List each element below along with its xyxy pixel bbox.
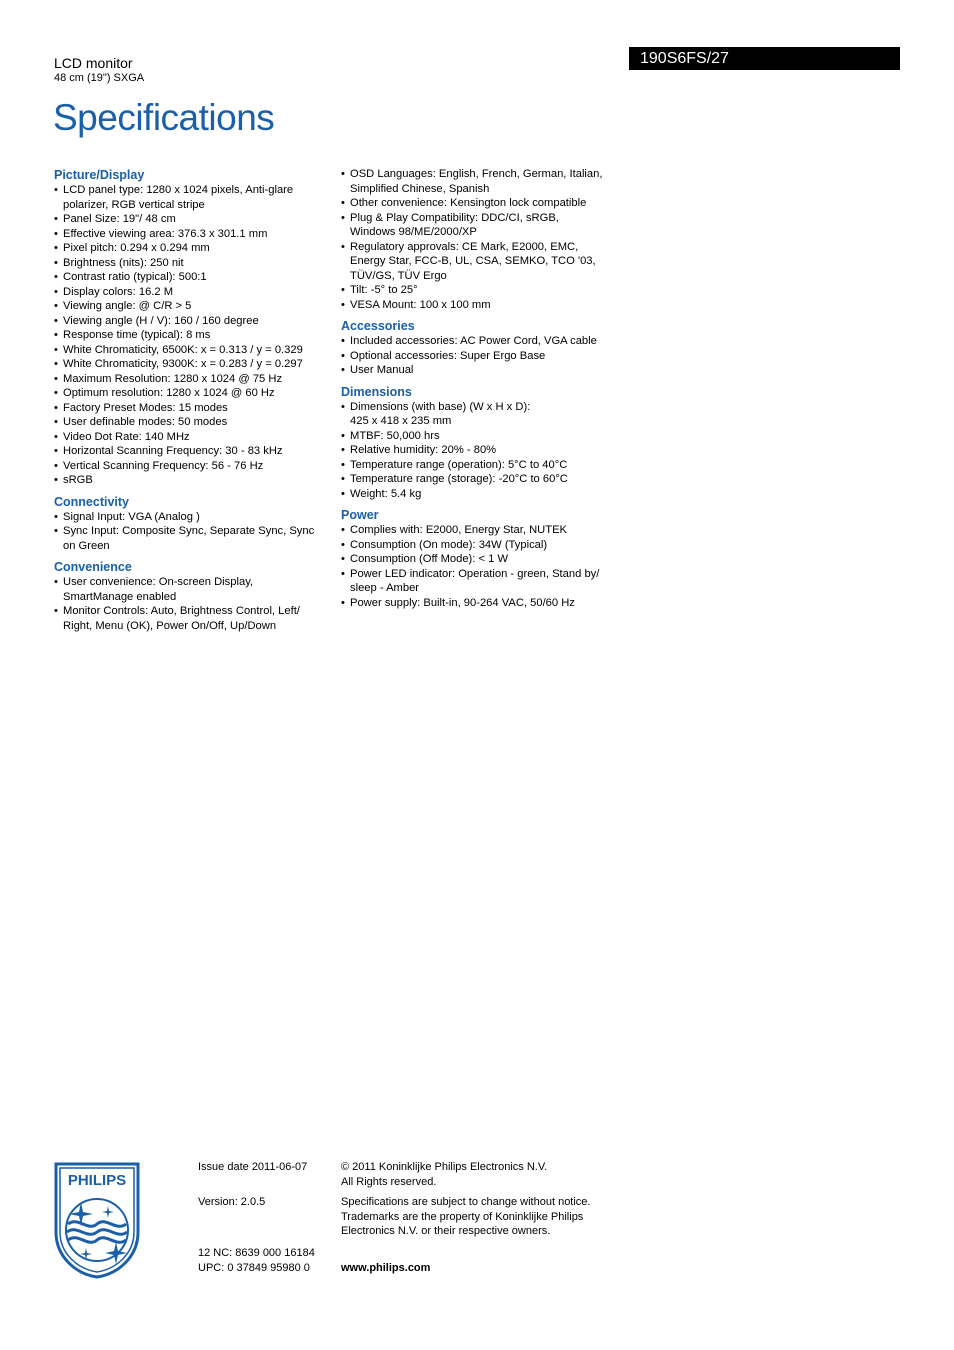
issue-date: Issue date 2011-06-07 xyxy=(198,1161,308,1173)
spec-item: • White Chromaticity, 6500K: x = 0.313 / y = 0.329 xyxy=(54,343,339,358)
spec-item: • Sync Input: Composite Sync, Separate Sync, Sync on Green xyxy=(54,524,339,553)
spec-column-right xyxy=(341,167,631,616)
spec-item: • Dimensions (with base) (W x H x D): 425 x 418 x 235 mm xyxy=(341,400,631,429)
spec-item: • Monitor Controls: Auto, Brightness Control, Left/ Right, Menu (OK), Power On/Off, Up/Down xyxy=(54,604,339,633)
spec-item: • Power supply: Built-in, 90-264 VAC, 50/60 Hz xyxy=(341,596,631,611)
spec-list xyxy=(54,575,339,633)
upc-code: UPC: 0 37849 95980 0 xyxy=(198,1262,310,1274)
spec-item: • Viewing angle: @ C/R > 5 xyxy=(54,299,339,314)
spec-item: • Relative humidity: 20% - 80% xyxy=(341,443,631,458)
spec-column-left xyxy=(54,167,339,639)
spec-item: • OSD Languages: English, French, German, Italian, Simplified Chinese, Spanish xyxy=(341,167,631,196)
spec-item: • Optimum resolution: 1280 x 1024 @ 60 Hz xyxy=(54,386,339,401)
spec-item: • Video Dot Rate: 140 MHz xyxy=(54,430,339,445)
section-title: Convenience xyxy=(54,560,132,574)
spec-item: • Factory Preset Modes: 15 modes xyxy=(54,401,339,416)
logo-wordmark: PHILIPS xyxy=(67,1172,127,1189)
model-number-bar: 190S6FS/27 xyxy=(629,47,900,70)
spec-list xyxy=(341,400,631,502)
spec-item: • Contrast ratio (typical): 500:1 xyxy=(54,270,339,285)
website-link[interactable]: www.philips.com xyxy=(341,1262,431,1274)
spec-item: • Regulatory approvals: CE Mark, E2000, EMC, Energy Star, FCC-B, UL, CSA, SEMKO, TCO '03, TÜV/GS, TÜV Ergo xyxy=(341,240,631,284)
spec-item: • User convenience: On-screen Display, SmartManage enabled xyxy=(54,575,339,604)
spec-item: • Consumption (Off Mode): < 1 W xyxy=(341,552,631,567)
section-title: Accessories xyxy=(341,319,415,333)
section-title: Dimensions xyxy=(341,384,412,399)
spec-item: • User Manual xyxy=(341,363,631,378)
spec-item: • Maximum Resolution: 1280 x 1024 @ 75 Hz xyxy=(54,372,339,387)
spec-item: • Plug & Play Compatibility: DDC/CI, sRGB, Windows 98/ME/2000/XP xyxy=(341,211,631,240)
spec-item: • User definable modes: 50 modes xyxy=(54,415,339,430)
spec-item: • Complies with: E2000, Energy Star, NUTEK xyxy=(341,523,631,538)
spec-item: • Tilt: -5° to 25° xyxy=(341,283,631,298)
spec-item: • Included accessories: AC Power Cord, VGA cable xyxy=(341,334,631,349)
nc-number: 12 NC: 8639 000 16184 xyxy=(198,1247,315,1259)
spec-item: • Vertical Scanning Frequency: 56 - 76 Hz xyxy=(54,459,339,474)
spec-item: • Signal Input: VGA (Analog ) xyxy=(54,510,339,525)
spec-list xyxy=(341,334,631,378)
spec-item: • LCD panel type: 1280 x 1024 pixels, Anti-glare polarizer, RGB vertical stripe xyxy=(54,183,339,212)
version: Version: 2.0.5 xyxy=(198,1196,266,1208)
spec-item: • VESA Mount: 100 x 100 mm xyxy=(341,298,631,313)
spec-item: • MTBF: 50,000 hrs xyxy=(341,429,631,444)
spec-item: • sRGB xyxy=(54,473,339,488)
spec-item: • Effective viewing area: 376.3 x 301.1 mm xyxy=(54,227,339,242)
spec-section xyxy=(341,384,631,502)
spec-section xyxy=(54,494,339,554)
spec-item: • Horizontal Scanning Frequency: 30 - 83 kHz xyxy=(54,444,339,459)
section-title: Power xyxy=(341,508,379,522)
product-subtitle: 48 cm (19") SXGA xyxy=(54,72,145,84)
spec-item: • Power LED indicator: Operation - green, Stand by/ sleep - Amber xyxy=(341,567,631,596)
spec-item: • Temperature range (storage): -20°C to 60°C xyxy=(341,472,631,487)
spec-item: • Pixel pitch: 0.294 x 0.294 mm xyxy=(54,241,339,256)
spec-item: • Brightness (nits): 250 nit xyxy=(54,256,339,271)
section-title: Connectivity xyxy=(54,494,130,509)
spec-item: • Consumption (On mode): 34W (Typical) xyxy=(341,538,631,553)
spec-list xyxy=(341,167,631,312)
product-line: LCD monitor xyxy=(54,55,133,71)
philips-shield-logo xyxy=(54,1162,140,1279)
spec-item: • Other convenience: Kensington lock compatible xyxy=(341,196,631,211)
spec-section xyxy=(341,167,631,312)
spec-item: • Display colors: 16.2 M xyxy=(54,285,339,300)
spec-section xyxy=(54,167,339,488)
spec-section xyxy=(54,559,339,633)
spec-list xyxy=(54,510,339,554)
spec-item: • Weight: 5.4 kg xyxy=(341,487,631,502)
spec-list xyxy=(54,183,339,488)
copyright: © 2011 Koninklijke Philips Electronics N.V. All Rights reserved. xyxy=(341,1161,548,1188)
spec-item: • White Chromaticity, 9300K: x = 0.283 / y = 0.297 xyxy=(54,357,339,372)
spec-list xyxy=(341,523,631,610)
legal-notice: Specifications are subject to change without notice. Trademarks are the property of Koninklijke Philips Electronics N.V. or their respective owners. xyxy=(341,1196,591,1237)
spec-section xyxy=(341,507,631,610)
section-title: Picture/Display xyxy=(54,168,145,182)
spec-item: • Viewing angle (H / V): 160 / 160 degree xyxy=(54,314,339,329)
spec-item: • Response time (typical): 8 ms xyxy=(54,328,339,343)
spec-item: • Temperature range (operation): 5°C to 40°C xyxy=(341,458,631,473)
spec-item: • Panel Size: 19"/ 48 cm xyxy=(54,212,339,227)
page-title: Specifications xyxy=(53,97,275,138)
spec-section xyxy=(341,318,631,378)
spec-item: • Optional accessories: Super Ergo Base xyxy=(341,349,631,364)
